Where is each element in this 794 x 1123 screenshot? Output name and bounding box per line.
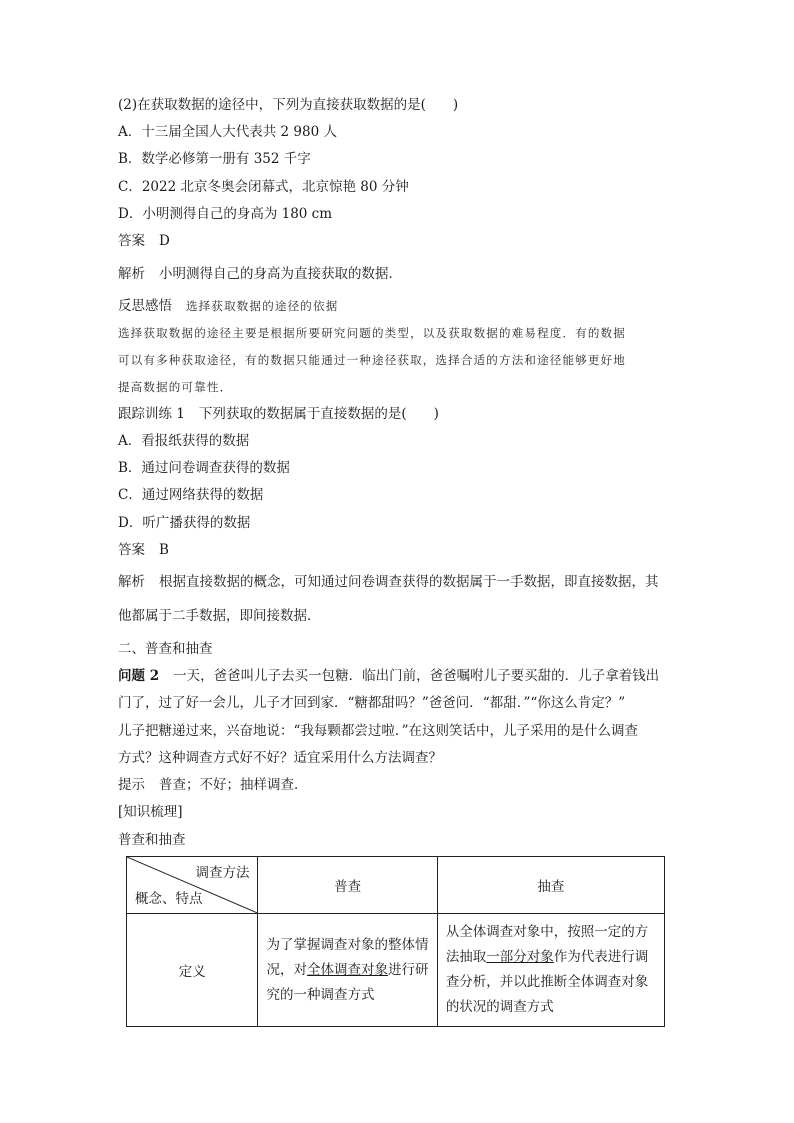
practice-option-c: C．通过网络获得的数据 [118, 487, 264, 503]
problem-text: 一天，爸爸叫儿子去买一包糖．临出门前，爸爸嘱咐儿子要买甜的．儿子拿着钱出 [173, 668, 660, 684]
table-row [127, 914, 665, 1027]
reflection-title: 选择获取数据的途径的依据 [186, 299, 339, 313]
hint-label: 提示 [118, 777, 145, 793]
knowledge-label: [知识梳理] [118, 804, 183, 820]
practice-analysis-line-2: 他都属于二手数据，即间接数据． [118, 608, 321, 624]
practice-option-d: D．听广播获得的数据 [118, 515, 251, 531]
practice-analysis-line-1 [118, 573, 659, 591]
answer-label: 答案 [118, 542, 145, 558]
practice-option-a: A．看报纸获得的数据 [118, 433, 250, 449]
hint-text: 普查；不好；抽样调查． [159, 777, 308, 793]
q2-answer [118, 232, 170, 250]
problem-line-3: 儿子把糖递过来，兴奋地说：“我每颗都尝过啦．”在这则笑话中，儿子采用的是什么调查 [118, 723, 639, 739]
answer-value: B [159, 542, 169, 558]
problem-line-4: 方式？这种调查方式好不好？适宜采用什么方法调查？ [118, 750, 442, 766]
analysis-text: 小明测得自己的身高为直接获取的数据． [159, 266, 402, 282]
census-definition-underlined: 全体调查对象 [306, 961, 388, 978]
q2-stem: (2)在获取数据的途径中，下列为直接获取数据的是( ) [118, 97, 459, 113]
table-caption: 普查和抽查 [118, 832, 186, 848]
practice-option-b: B．通过问卷调查获得的数据 [118, 460, 290, 476]
hint [118, 776, 308, 794]
q2-option-a: A．十三届全国人大代表共 2 980 人 [118, 124, 337, 140]
problem-line-1 [118, 667, 659, 685]
reflection-label: 反思感悟 [118, 298, 172, 314]
sampling-definition-text: 从全体调查对象中，按照一定的方法抽取 [445, 924, 649, 965]
answer-value: D [159, 233, 170, 249]
practice-label: 跟踪训练 1 [118, 406, 185, 422]
sampling-definition-text-end: 作为代表进行调查分析，并以此推断全体调查对象的状况的调查方式 [445, 949, 649, 1015]
q2-option-c: C．2022 北京冬奥会闭幕式，北京惊艳 80 分钟 [118, 179, 409, 195]
table-corner-cell [127, 857, 258, 914]
row-label-definition: 定义 [127, 914, 258, 1027]
analysis-label: 解析 [118, 266, 145, 282]
problem-line-2: 门了，过了好一会儿，儿子才回到家．“糖都甜吗？”爸爸问．“都甜．”“你这么肯定？” [118, 695, 626, 711]
reflection-line-2: 可以有多种获取途径，有的数据只能通过一种途径获取，选择合适的方法和途径能够更好地 [118, 353, 626, 367]
q2-option-b: B．数学必修第一册有 352 千字 [118, 151, 311, 167]
corner-top-label: 调查方法 [195, 865, 250, 881]
reflection-heading [118, 297, 338, 315]
analysis-text: 根据直接数据的概念，可知通过问卷调查获得的数据属于一手数据，即直接数据，其 [159, 574, 659, 590]
reflection-line-3: 提高数据的可靠性． [118, 380, 233, 394]
section-heading: 二、普查和抽查 [118, 641, 213, 657]
sampling-definition-cell [437, 914, 664, 1027]
column-header-sampling: 抽查 [437, 857, 664, 914]
analysis-label: 解析 [118, 574, 145, 590]
q2-option-d: D．小明测得自己的身高为 180 cm [118, 206, 333, 222]
problem-label: 问题 2 [118, 668, 160, 684]
practice-answer [118, 541, 169, 559]
reflection-line-1: 选择获取数据的途径主要是根据所要研究问题的类型，以及获取数据的难易程度．有的数据 [118, 326, 626, 340]
q2-analysis [118, 265, 402, 283]
practice-stem [118, 405, 439, 423]
column-header-census: 普查 [258, 857, 437, 914]
practice-question: 下列获取的数据属于直接数据的是( ) [198, 406, 439, 422]
census-definition-cell [258, 914, 437, 1027]
census-definition-text-end: 进行研究的一种调查方式 [266, 961, 429, 1003]
census-definition-text: 为了掌握调查对象的整体情况，对 [266, 936, 429, 978]
survey-comparison-table [126, 856, 665, 1027]
corner-bottom-label: 概念、特点 [135, 891, 203, 907]
table-header-row [127, 857, 665, 914]
answer-label: 答案 [118, 233, 145, 249]
sampling-definition-underlined: 一部分对象 [486, 949, 554, 965]
